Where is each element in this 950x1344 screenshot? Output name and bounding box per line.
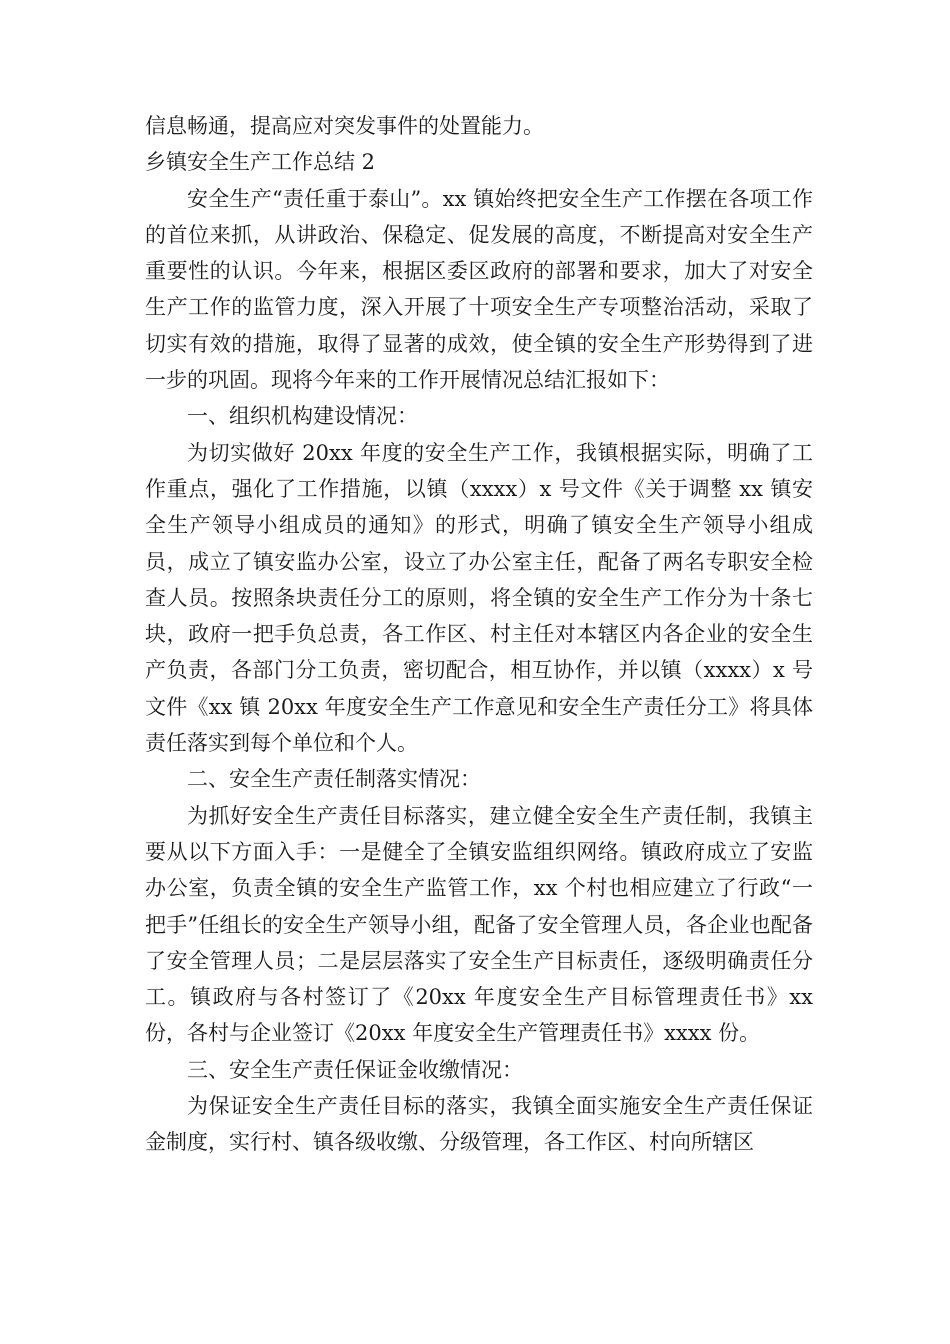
paragraph-deposit: 为保证安全生产责任目标的落实，我镇全面实施安全生产责任保证金制度，实行村、镇各级收缴、分级管理，各工作区、村向所辖区 — [145, 1094, 813, 1155]
paragraph-organization: 为切实做好 20xx 年度的安全生产工作，我镇根据实际，明确了工作重点，强化了工作措施，以镇（xxxx）x 号文件《关于调整 xx 镇安全生产领导小组成员的通知》的形式，明确了镇安全生产领导小组成员，成立了镇安监办公室，设立了办公室主任，配备了两名专职安全检查人员。按照条块责任分工的原则，将全镇的安全生产工作分为十条七块，政府一把手负总责，各工作区、村主任对本辖区内各企业的安全生产负责，各部门分工负责，密切配合，相互协作，并以镇（xxxx）x 号文件《xx 镇 20xx 年度安全生产工作意见和安全生产责任分工》将具体责任落实到每个单位和个人。 — [145, 440, 813, 756]
heading-deposit: 三、安全生产责任保证金收缴情况： — [187, 1057, 523, 1082]
paragraph-intro-tail: 信息畅通，提高应对突发事件的处置能力。 — [145, 114, 544, 138]
paragraph-overview: 安全生产“责任重于泰山”。xx 镇始终把安全生产工作摆在各项工作的首位来抓，从讲政治、保稳定、促发展的高度，不断提高对安全生产重要性的认识。今年来，根据区委区政府的部署和要求，加大了对安全生产工作的监管力度，深入开展了十项安全生产专项整治活动，采取了切实有效的措施，取得了显著的成效，使全镇的安全生产形势得到了进一步的巩固。现将今年来的工作开展情况总结汇报如下： — [145, 186, 813, 393]
paragraph-responsibility: 为抓好安全生产责任目标落实，建立健全安全生产责任制，我镇主要从以下方面入手：一是健全了全镇安监组织网络。镇政府成立了安监办公室，负责全镇的安全生产监管工作，xx 个村也相应建立了行政“一把手”任组长的安全生产领导小组，配备了安全管理人员，各企业也配备了安全管理人员；二是层层落实了安全生产目标责任，逐级明确责任分工。镇政府与各村签订了《20xx 年度安全生产目标管理责任书》xx 份，各村与企业签订《20xx 年度安全生产管理责任书》xxxx 份。 — [145, 803, 813, 1046]
document-body — [145, 108, 813, 1161]
heading-responsibility: 二、安全生产责任制落实情况： — [187, 767, 481, 792]
section-title: 乡镇安全生产工作总结 2 — [145, 150, 376, 175]
heading-organization: 一、组织机构建设情况： — [187, 404, 418, 429]
